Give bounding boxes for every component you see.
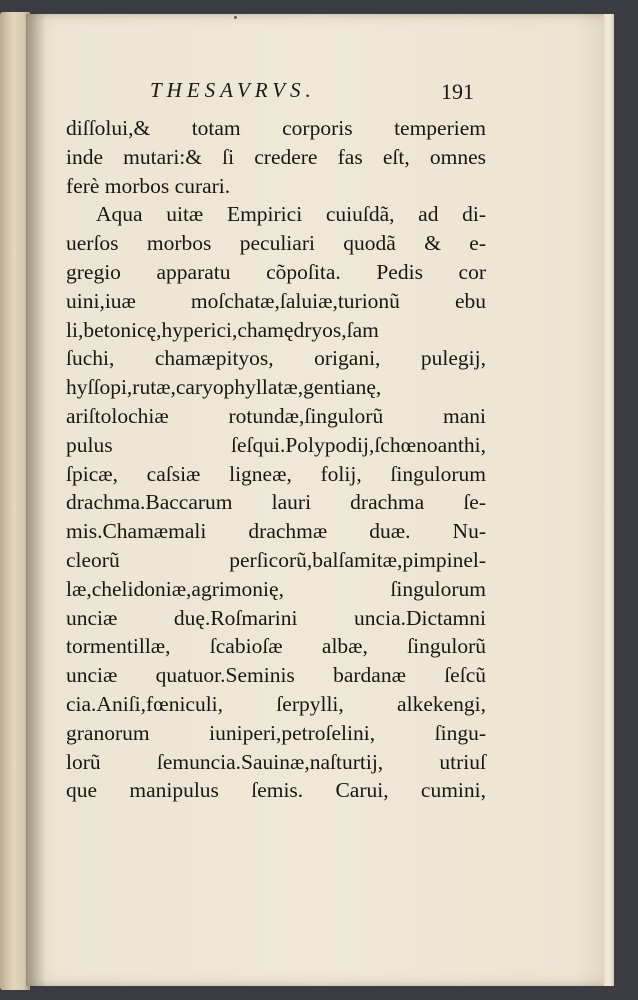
paper-speck — [234, 16, 237, 19]
text-line: ſpicæ, caſsiæ ligneæ, folij, ſingulorum — [66, 461, 486, 486]
text-line: ariſtolochiæ rotundæ,ſingulorũ mani — [66, 403, 486, 428]
running-title: THESAVRVS. — [150, 78, 316, 102]
page-number: 191 — [441, 79, 474, 104]
text-line: li,betonicę,hyperici,chamędryos,ſam — [66, 317, 379, 342]
text-line: uerſos morbos peculiari quodã & e- — [66, 231, 486, 256]
text-line: Aqua uitæ Empirici cuiuſdã, ad di- — [96, 202, 486, 227]
text-line: gregio apparatu cõpoſita. Pedis cor — [66, 259, 486, 284]
text-line: unciæ quatuor.Seminis bardanæ ſeſcũ — [66, 663, 486, 688]
page-edge — [604, 14, 614, 986]
text-line: unciæ duę.Roſmarini uncia.Dictamni — [66, 605, 486, 630]
text-line: lorũ ſemuncia.Sauinæ,naſturtij, utriuſ — [66, 749, 486, 774]
text-line: læ,chelidoniæ,agrimonię, ſingulorum — [66, 576, 486, 601]
text-line: drachma.Baccarum lauri drachma ſe- — [66, 490, 486, 515]
text-line: granorum iuniperi,petroſelini, ſingu- — [66, 720, 486, 745]
text-line: ſuchi, chamæpityos, origani, pulegij, — [66, 346, 486, 371]
text-line: inde mutari:& ſi credere fas eſt, omnes — [66, 144, 486, 169]
text-line: que manipulus ſemis. Carui, cumini, — [66, 778, 486, 803]
text-line: uini,iuæ moſchatæ,ſaluiæ,turionũ ebu — [66, 288, 486, 313]
body-text — [66, 114, 486, 805]
gutter-shadow — [26, 14, 46, 986]
text-line: cia.Aniſi,fœniculi, ſerpylli, alkekengi, — [66, 691, 486, 716]
text-line: tormentillæ, ſcabioſæ albæ, ſingulorũ — [66, 634, 486, 659]
text-line: hyſſopi,rutæ,caryophyllatæ,gentianę, — [66, 375, 382, 400]
text-line: cleorũ perſicorũ,balſamitæ,pimpinel- — [66, 547, 486, 572]
text-line: diſſolui,& totam corporis temperiem — [66, 116, 486, 140]
page-header — [150, 78, 480, 108]
text-line: pulus ſeſqui.Polypodij,ſchœnoanthi, — [66, 432, 486, 457]
text-line: mis.Chamæmali drachmæ duæ. Nu- — [66, 519, 486, 544]
text-line: ferè morbos curari. — [66, 173, 231, 198]
